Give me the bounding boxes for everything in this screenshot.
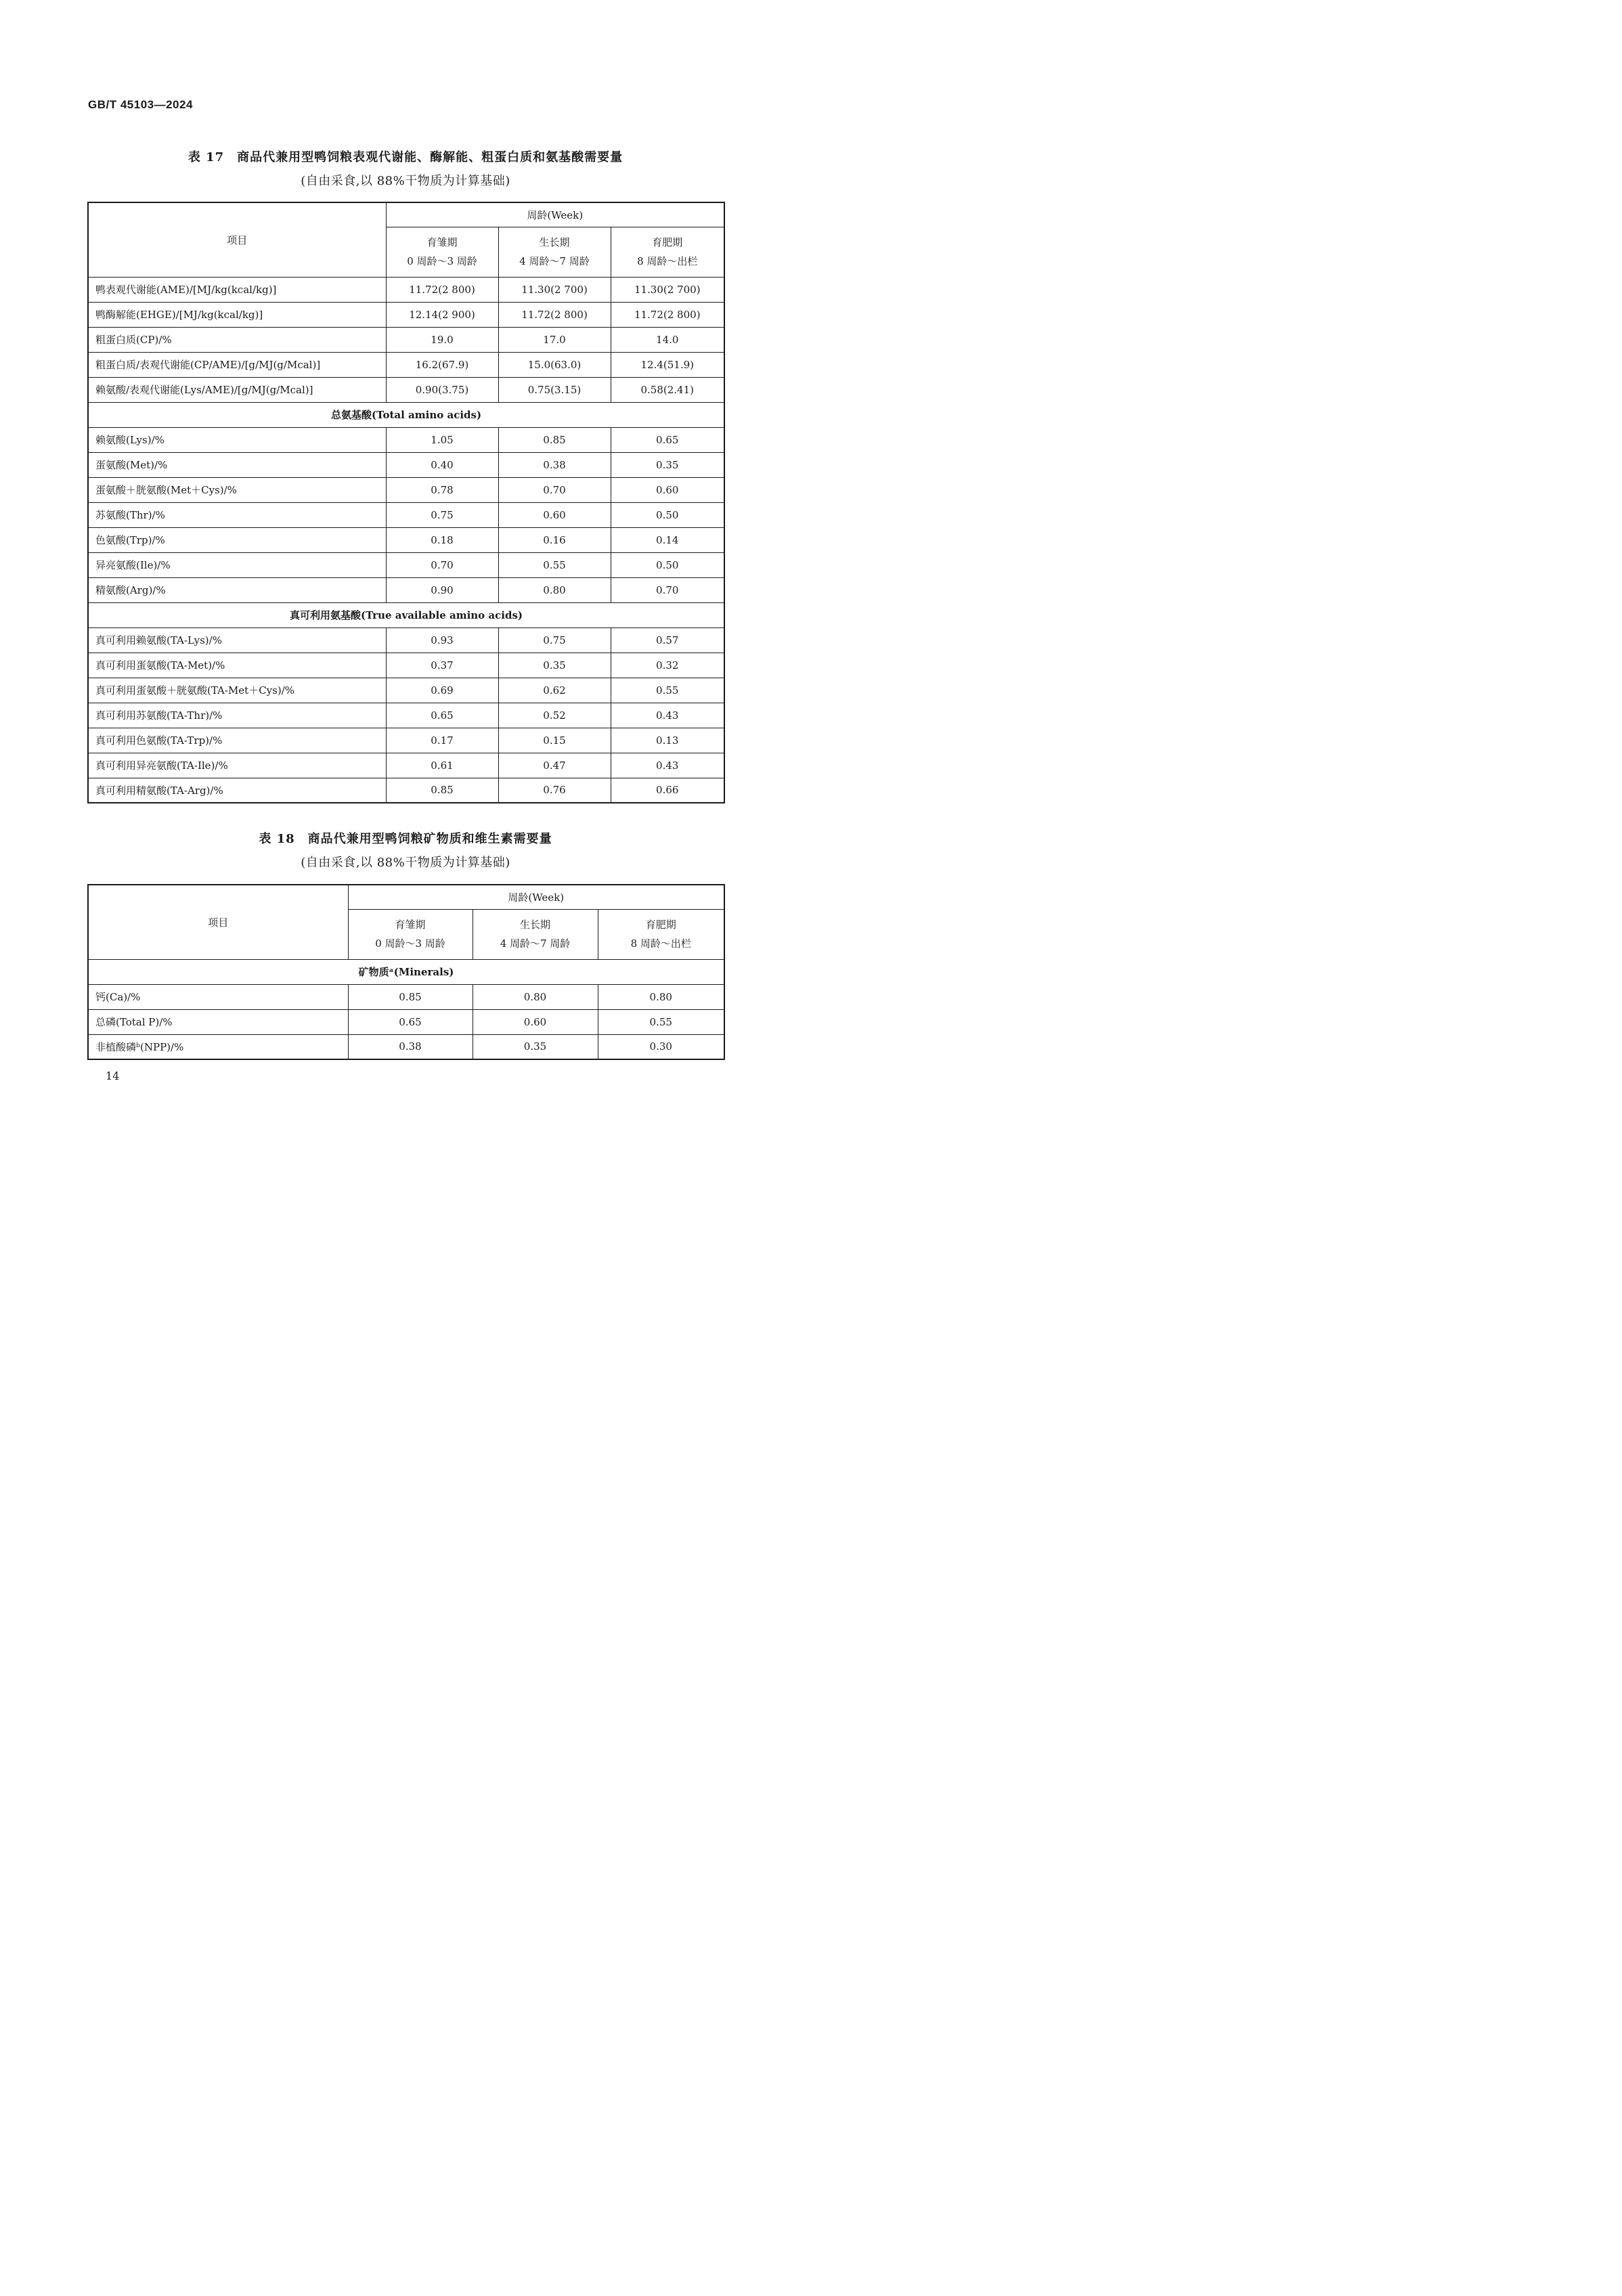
row-item-label: 赖氨酸/表观代谢能(Lys/AME)/[g/MJ(g/Mcal)] xyxy=(88,377,386,402)
row-item-label: 真可利用异亮氨酸(TA-Ile)/% xyxy=(88,753,386,778)
row-value: 0.43 xyxy=(611,703,724,728)
table17-header-week: 周龄(Week) xyxy=(386,202,724,227)
row-value: 0.78 xyxy=(386,477,498,502)
table18-header-week: 周龄(Week) xyxy=(348,885,724,909)
table-row xyxy=(88,377,724,402)
row-value: 11.30(2 700) xyxy=(498,277,611,302)
table18-phase-growing xyxy=(473,909,598,959)
table18-caption xyxy=(0,829,811,870)
table-row xyxy=(88,502,724,527)
row-item-label: 鸭表观代谢能(AME)/[MJ/kg(kcal/kg)] xyxy=(88,277,386,302)
table18-title: 表 18 商品代兼用型鸭饲粮矿物质和维生素需要量 xyxy=(259,832,552,846)
row-value: 0.70 xyxy=(611,577,724,602)
row-item-label: 真可利用蛋氨酸＋胱氨酸(TA-Met＋Cys)/% xyxy=(88,678,386,703)
row-value: 0.70 xyxy=(386,552,498,577)
row-value: 0.65 xyxy=(611,427,724,452)
table18-section-minerals xyxy=(88,959,724,984)
table-row xyxy=(88,753,724,778)
row-item-label: 色氨酸(Trp)/% xyxy=(88,527,386,552)
table-row xyxy=(88,728,724,753)
phase-name: 育雏期 xyxy=(426,236,458,248)
table18-mineral-rows xyxy=(88,984,724,1059)
row-item-label: 钙(Ca)/% xyxy=(88,984,348,1009)
row-value: 0.90 xyxy=(386,577,498,602)
row-value: 0.60 xyxy=(498,502,611,527)
table-row xyxy=(88,778,724,803)
row-value: 19.0 xyxy=(386,327,498,352)
table-row xyxy=(88,527,724,552)
table-row xyxy=(88,427,724,452)
row-value: 14.0 xyxy=(611,327,724,352)
row-value: 0.70 xyxy=(498,477,611,502)
section-heading: 真可利用氨基酸(True available amino acids) xyxy=(88,602,724,627)
row-item-label: 非植酸磷ᵇ(NPP)/% xyxy=(88,1034,348,1059)
table17-section-total xyxy=(88,402,724,427)
row-value: 1.05 xyxy=(386,427,498,452)
row-value: 0.55 xyxy=(611,678,724,703)
phase-range: 0 周龄～3 周龄 xyxy=(407,255,477,267)
row-value: 0.65 xyxy=(348,1009,473,1034)
row-value: 0.43 xyxy=(611,753,724,778)
row-item-label: 真可利用蛋氨酸(TA-Met)/% xyxy=(88,653,386,678)
row-value: 0.40 xyxy=(386,452,498,477)
table18-header-row xyxy=(88,885,724,909)
row-item-label: 总磷(Total P)/% xyxy=(88,1009,348,1034)
table17-header-row xyxy=(88,202,724,227)
table17-phase-brooding xyxy=(386,227,498,277)
row-value: 0.69 xyxy=(386,678,498,703)
table-row xyxy=(88,452,724,477)
row-value: 0.80 xyxy=(473,984,598,1009)
row-value: 0.18 xyxy=(386,527,498,552)
table-row xyxy=(88,552,724,577)
row-value: 0.47 xyxy=(498,753,611,778)
row-value: 11.72(2 800) xyxy=(498,302,611,327)
row-value: 12.4(51.9) xyxy=(611,352,724,377)
row-item-label: 真可利用色氨酸(TA-Trp)/% xyxy=(88,728,386,753)
row-value: 0.52 xyxy=(498,703,611,728)
row-value: 0.90(3.75) xyxy=(386,377,498,402)
table-row xyxy=(88,627,724,653)
row-item-label: 赖氨酸(Lys)/% xyxy=(88,427,386,452)
table-row xyxy=(88,352,724,377)
row-value: 0.75 xyxy=(498,627,611,653)
row-value: 0.37 xyxy=(386,653,498,678)
table17-header-item: 项目 xyxy=(88,202,386,277)
row-value: 12.14(2 900) xyxy=(386,302,498,327)
row-value: 0.35 xyxy=(611,452,724,477)
row-value: 0.55 xyxy=(598,1009,724,1034)
table-row xyxy=(88,577,724,602)
table17-title: 表 17 商品代兼用型鸭饲粮表观代谢能、酶解能、粗蛋白质和氨基酸需要量 xyxy=(188,150,623,164)
row-value: 0.30 xyxy=(598,1034,724,1059)
table17-section-available xyxy=(88,602,724,627)
page-number: 14 xyxy=(106,1069,120,1082)
table17-caption xyxy=(0,148,811,189)
phase-range: 8 周龄～出栏 xyxy=(637,255,698,267)
row-value: 0.38 xyxy=(498,452,611,477)
row-value: 0.32 xyxy=(611,653,724,678)
row-value: 17.0 xyxy=(498,327,611,352)
phase-range: 0 周龄～3 周龄 xyxy=(375,937,445,950)
row-value: 0.65 xyxy=(386,703,498,728)
row-value: 0.76 xyxy=(498,778,611,803)
row-value: 0.85 xyxy=(386,778,498,803)
table-row xyxy=(88,653,724,678)
table-row xyxy=(88,703,724,728)
row-value: 0.75(3.15) xyxy=(498,377,611,402)
row-value: 11.30(2 700) xyxy=(611,277,724,302)
row-value: 0.35 xyxy=(498,653,611,678)
table-row xyxy=(88,327,724,352)
row-value: 0.93 xyxy=(386,627,498,653)
row-value: 0.62 xyxy=(498,678,611,703)
section-heading: 总氨基酸(Total amino acids) xyxy=(88,402,724,427)
row-item-label: 真可利用精氨酸(TA-Arg)/% xyxy=(88,778,386,803)
table17-energy-rows xyxy=(88,277,724,402)
row-value: 0.85 xyxy=(498,427,611,452)
row-item-label: 异亮氨酸(Ile)/% xyxy=(88,552,386,577)
row-value: 0.55 xyxy=(498,552,611,577)
table-row xyxy=(88,1009,724,1034)
row-item-label: 蛋氨酸(Met)/% xyxy=(88,452,386,477)
row-value: 0.60 xyxy=(473,1009,598,1034)
phase-name: 生长期 xyxy=(539,236,570,248)
row-item-label: 粗蛋白质(CP)/% xyxy=(88,327,386,352)
table17-available-rows xyxy=(88,627,724,803)
row-value: 0.17 xyxy=(386,728,498,753)
row-value: 0.35 xyxy=(473,1034,598,1059)
table-row xyxy=(88,302,724,327)
row-item-label: 真可利用赖氨酸(TA-Lys)/% xyxy=(88,627,386,653)
phase-name: 生长期 xyxy=(519,919,550,931)
table18-phase-finishing xyxy=(598,909,724,959)
table-row xyxy=(88,1034,724,1059)
row-item-label: 蛋氨酸＋胱氨酸(Met＋Cys)/% xyxy=(88,477,386,502)
row-value: 0.60 xyxy=(611,477,724,502)
row-value: 0.61 xyxy=(386,753,498,778)
row-value: 11.72(2 800) xyxy=(386,277,498,302)
table17-subtitle: (自由采食,以 88%干物质为计算基础) xyxy=(301,174,510,188)
row-value: 0.14 xyxy=(611,527,724,552)
row-value: 0.16 xyxy=(498,527,611,552)
table-row xyxy=(88,984,724,1009)
row-value: 15.0(63.0) xyxy=(498,352,611,377)
row-value: 0.13 xyxy=(611,728,724,753)
table-row xyxy=(88,477,724,502)
phase-name: 育肥期 xyxy=(652,236,683,248)
phase-range: 4 周龄～7 周龄 xyxy=(500,937,571,950)
row-value: 0.75 xyxy=(386,502,498,527)
table17 xyxy=(87,202,725,803)
table18 xyxy=(87,884,725,1060)
row-value: 11.72(2 800) xyxy=(611,302,724,327)
row-value: 16.2(67.9) xyxy=(386,352,498,377)
row-value: 0.80 xyxy=(598,984,724,1009)
table18-header-item: 项目 xyxy=(88,885,348,959)
section-heading: 矿物质ᵃ(Minerals) xyxy=(88,959,724,984)
document-code: GB/T 45103—2024 xyxy=(88,98,193,111)
phase-range: 8 周龄～出栏 xyxy=(630,937,691,950)
phase-name: 育肥期 xyxy=(645,919,676,931)
row-item-label: 苏氨酸(Thr)/% xyxy=(88,502,386,527)
table18-phase-brooding xyxy=(348,909,473,959)
row-item-label: 真可利用苏氨酸(TA-Thr)/% xyxy=(88,703,386,728)
table17-phase-finishing xyxy=(611,227,724,277)
table17-phase-growing xyxy=(498,227,611,277)
row-value: 0.50 xyxy=(611,502,724,527)
table-row xyxy=(88,277,724,302)
row-value: 0.50 xyxy=(611,552,724,577)
row-value: 0.57 xyxy=(611,627,724,653)
table17-total-rows xyxy=(88,427,724,602)
row-value: 0.38 xyxy=(348,1034,473,1059)
row-item-label: 鸭酶解能(EHGE)/[MJ/kg(kcal/kg)] xyxy=(88,302,386,327)
row-item-label: 粗蛋白质/表观代谢能(CP/AME)/[g/MJ(g/Mcal)] xyxy=(88,352,386,377)
row-value: 0.80 xyxy=(498,577,611,602)
row-item-label: 精氨酸(Arg)/% xyxy=(88,577,386,602)
row-value: 0.66 xyxy=(611,778,724,803)
row-value: 0.15 xyxy=(498,728,611,753)
table-row xyxy=(88,678,724,703)
row-value: 0.58(2.41) xyxy=(611,377,724,402)
row-value: 0.85 xyxy=(348,984,473,1009)
phase-range: 4 周龄～7 周龄 xyxy=(519,255,590,267)
table18-subtitle: (自由采食,以 88%干物质为计算基础) xyxy=(301,856,510,870)
phase-name: 育雏期 xyxy=(395,919,426,931)
